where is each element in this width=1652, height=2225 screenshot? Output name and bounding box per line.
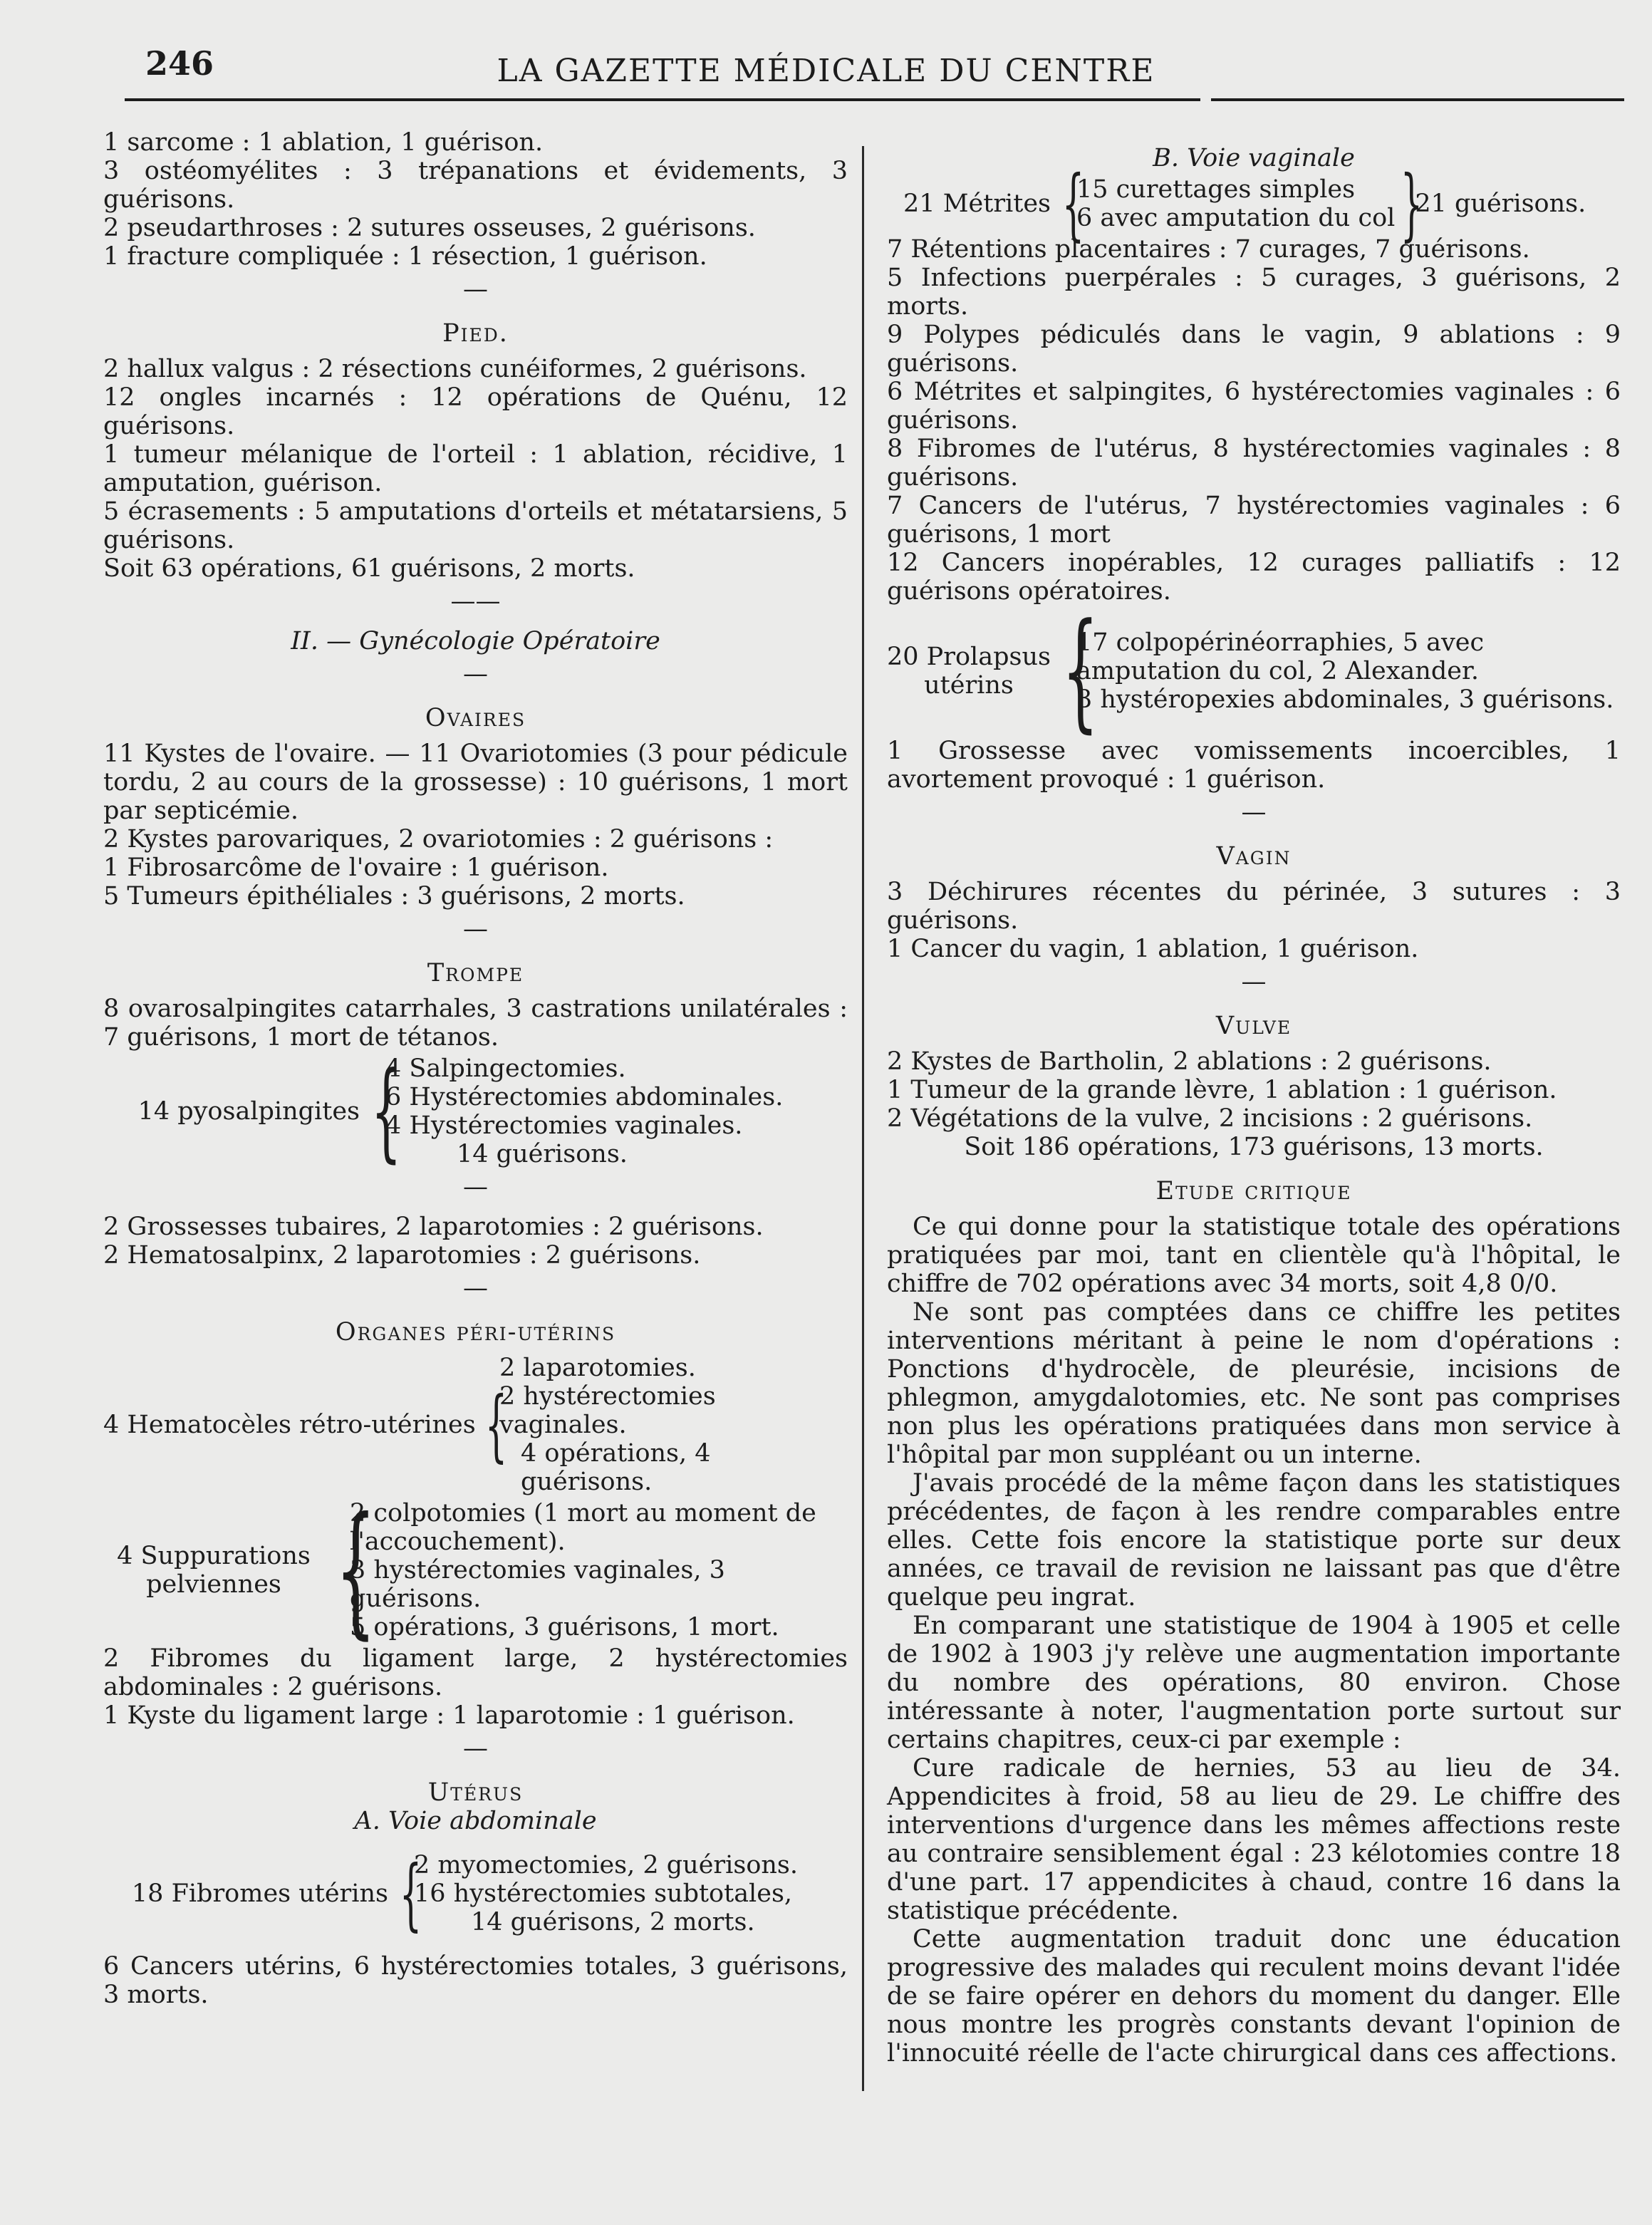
section-dash: — — [1241, 798, 1267, 826]
subsection-title: A. Voie abdominale — [354, 1807, 597, 1835]
text-line: 2 Fibromes du ligament large, 2 hystérectomies abdominales : 2 guérisons. — [103, 1644, 848, 1701]
paragraph: Cure radicale de hernies, 53 au lieu de 34. Appendicites à froid, 58 au lieu de 29. Le chiffre des interventions d'urgence dans les mêmes affections reste au contraire sensiblement égal : 23 kélotomies contre 18 d'une part. 17 appendicites à chaud, contre 16 dans la statistique précédente. — [887, 1754, 1621, 1925]
brace-item: 4 Salpingectomies. — [385, 1054, 626, 1083]
text-line: 2 Kystes de Bartholin, 2 ablations : 2 guérisons. — [887, 1047, 1492, 1076]
brace-symbol: { — [484, 1379, 508, 1471]
section-heading-etude: Etude critique — [1155, 1177, 1352, 1205]
text-line: 2 Kystes parovariques, 2 ovariotomies : 2 guérisons : — [103, 825, 774, 854]
brace-item: 4 Hystérectomies vaginales. — [385, 1111, 743, 1140]
brace-items — [499, 1354, 848, 1496]
brace-label: 14 pyosalpingites — [137, 1097, 360, 1126]
brace-symbol: { — [1061, 596, 1099, 745]
brace-item: 2 laparotomies. — [499, 1354, 696, 1382]
text-line: 3 Déchirures récentes du périnée, 3 sutures : 3 guérisons. — [887, 878, 1621, 935]
brace-label: 4 Suppurations pelviennes — [117, 1542, 311, 1599]
vulve-total: Soit 186 opérations, 173 guérisons, 13 morts. — [964, 1133, 1544, 1161]
text-line: 1 Kyste du ligament large : 1 laparotomie : 1 guérison. — [103, 1701, 795, 1730]
brace-group-fibromes — [103, 1848, 848, 1939]
text-line: 2 Végétations de la vulve, 2 incisions : 2 guérisons. — [887, 1104, 1533, 1133]
text-line: 1 Fibrosarcôme de l'ovaire : 1 guérison. — [103, 854, 609, 882]
text-line: 7 Rétentions placentaires : 7 curages, 7 guérisons. — [887, 235, 1530, 264]
section-heading-peri-uterins: Organes péri-utérins — [335, 1318, 616, 1347]
text-line: 1 sarcome : 1 ablation, 1 guérison. — [103, 128, 544, 157]
subsection-title: B. Voie vaginale — [1153, 144, 1355, 172]
text-line: 12 Cancers inopérables, 12 curages palliatifs : 12 guérisons opératoires. — [887, 549, 1621, 606]
brace-item: 16 hystérectomies subtotales, — [414, 1879, 793, 1908]
brace-item: 3 hystérectomies vaginales, 3 guérisons. — [350, 1556, 725, 1613]
text-line: 1 Cancer du vagin, 1 ablation, 1 guérison. — [887, 935, 1419, 963]
right-column — [887, 128, 1621, 2068]
brace-symbol: { — [335, 1487, 376, 1653]
text-line: 5 Infections puerpérales : 5 curages, 3 guérisons, 2 morts. — [887, 264, 1621, 321]
brace-item: 5 opérations, 3 guérisons, 1 mort. — [350, 1613, 779, 1641]
section-dash: —— — [450, 587, 501, 616]
brace-item: 2 myomectomies, 2 guérisons. — [414, 1851, 799, 1879]
brace-item: 17 colpopérinéorraphies, 5 avec amputation du col, 2 Alexander. — [1076, 628, 1485, 685]
text-line: 1 fracture compliquée : 1 résection, 1 guérison. — [103, 242, 707, 271]
brace-items — [414, 1851, 848, 1936]
brace-items — [1076, 628, 1621, 714]
text-line: 5 Tumeurs épithéliales : 3 guérisons, 2 morts. — [103, 882, 685, 911]
brace-group-suppurations — [103, 1487, 848, 1653]
section-dash: — — [463, 660, 488, 688]
header-rule-right — [1211, 98, 1624, 101]
text-line: 5 écrasements : 5 amputations d'orteils et métatarsiens, 5 guérisons. — [103, 497, 848, 554]
page-number: 246 — [145, 44, 214, 83]
brace-label: 18 Fibromes utérins — [131, 1879, 388, 1908]
brace-item: 15 curettages simples — [1076, 175, 1356, 204]
section-heading-ovaires: Ovaires — [425, 704, 526, 732]
paragraph: Cette augmentation traduit donc une éducation progressive des malades qui reculent moins devant l'idée de se faire opérer en dehors du moment du danger. Elle nous montre les progrès constants devant l'opinion de l'innocuité réelle de l'acte chirurgical dans ces affections. — [887, 1925, 1621, 2068]
brace-group-pyosalpingites — [103, 1049, 848, 1173]
text-line: 6 Métrites et salpingites, 6 hystérectomies vaginales : 6 guérisons. — [887, 378, 1621, 435]
brace-item: 2 hystérectomies vaginales. — [499, 1382, 716, 1439]
text-line: 1 Grossesse avec vomissements incoercibles, 1 avortement provoqué : 1 guérison. — [887, 737, 1621, 794]
brace-item: 6 avec amputation du col — [1076, 204, 1396, 232]
brace-symbol-closing: } — [1401, 158, 1423, 249]
text-line: 2 Hematosalpinx, 2 laparotomies : 2 guérisons. — [103, 1241, 701, 1270]
brace-item: 6 Hystérectomies abdominales. — [385, 1083, 784, 1111]
section-heading-vagin: Vagin — [1216, 842, 1292, 871]
brace-symbol: { — [370, 1049, 402, 1173]
text-line: 6 Cancers utérins, 6 hystérectomies totales, 3 guérisons, 3 morts. — [103, 1952, 848, 2009]
brace-group-prolapsus — [887, 596, 1621, 745]
text-line: 12 ongles incarnés : 12 opérations de Quénu, 12 guérisons. — [103, 383, 848, 440]
paragraph: En comparant une statistique de 1904 à 1905 et celle de 1902 à 1903 j'y relève une augmentation importante du nombre des opérations, 80 environ. Chose intéressante à noter, l'augmentation porte surtout sur certains chapitres, ceux-ci par exemple : — [887, 1612, 1621, 1754]
text-line: 2 pseudarthroses : 2 sutures osseuses, 2 guérisons. — [103, 214, 756, 242]
text-line: 2 Grossesses tubaires, 2 laparotomies : 2 guérisons. — [103, 1213, 764, 1241]
brace-items — [350, 1499, 848, 1641]
brace-item: 3 hystéropexies abdominales, 3 guérisons. — [1076, 685, 1614, 714]
section-dash: — — [463, 1173, 488, 1201]
text-line: 11 Kystes de l'ovaire. — 11 Ovariotomies (3 pour pédicule tordu, 2 au cours de la grossesse) : 10 guérisons, 1 mort par septicémie. — [103, 740, 848, 825]
section-dash: — — [463, 1274, 488, 1302]
section-heading-trompe: Trompe — [427, 959, 524, 987]
brace-label: 20 Prolapsus utérins — [887, 643, 1051, 700]
brace-item: 2 colpotomies (1 mort au moment de l'accouchement). — [350, 1499, 816, 1556]
text-line: 1 tumeur mélanique de l'orteil : 1 ablation, récidive, 1 amputation, guérison. — [103, 440, 848, 497]
brace-group-hematoceles — [103, 1354, 848, 1496]
section-dash: — — [1241, 968, 1267, 996]
journal-title: LA GAZETTE MÉDICALE DU CENTRE — [497, 53, 1155, 89]
section-heading-vulve: Vulve — [1215, 1012, 1292, 1040]
text-line: 2 hallux valgus : 2 résections cunéiformes, 2 guérisons. — [103, 355, 807, 383]
brace-item: 14 guérisons, 2 morts. — [471, 1908, 755, 1936]
text-line: 8 Fibromes de l'utérus, 8 hystérectomies vaginales : 8 guérisons. — [887, 435, 1621, 492]
brace-item: 4 opérations, 4 guérisons. — [521, 1439, 711, 1496]
brace-item: 14 guérisons. — [457, 1140, 628, 1168]
chapter-title: II. — Gynécologie Opératoire — [291, 627, 660, 655]
brace-symbol: { — [1061, 158, 1085, 249]
left-column — [103, 128, 848, 2009]
section-heading-pied: Pied. — [442, 319, 509, 348]
brace-items — [385, 1054, 848, 1168]
paragraph: Ne sont pas comptées dans ce chiffre les petites interventions méritant à peine le nom d'opérations : Ponctions d'hydrocèle, de pleurésie, incisions de phlegmon, amygdalotomies, etc. Ne sont pas comprises non plus les opérations pratiquées dans mon service à l'hôpital par mon suppléant ou un interne. — [887, 1298, 1621, 1469]
section-dash: — — [463, 915, 488, 943]
paragraph: J'avais procédé de la même façon dans les statistiques précédentes, de façon à les rendre comparables entre elles. Cette fois encore la statistique porte sur deux années, ce travail de revision ne laissant pas que d'être quelque peu ingrat. — [887, 1469, 1621, 1612]
brace-label: 4 Hematocèles rétro-utérines — [103, 1411, 476, 1439]
text-line: Soit 63 opérations, 61 guérisons, 2 morts. — [103, 554, 635, 583]
brace-label: 21 Métrites — [903, 190, 1051, 218]
text-line: 8 ovarosalpingites catarrhales, 3 castrations unilatérales : 7 guérisons, 1 mort de tétanos. — [103, 995, 848, 1052]
text-line: 1 Tumeur de la grande lèvre, 1 ablation : 1 guérison. — [887, 1076, 1557, 1104]
text-line: 9 Polypes pédiculés dans le vagin, 9 ablations : 9 guérisons. — [887, 321, 1621, 378]
text-line: 3 ostéomyélites : 3 trépanations et évidements, 3 guérisons. — [103, 157, 848, 214]
column-divider — [862, 146, 864, 2091]
brace-symbol: { — [399, 1848, 422, 1939]
text-line: 7 Cancers de l'utérus, 7 hystérectomies vaginales : 6 guérisons, 1 mort — [887, 492, 1621, 549]
header-rule-left — [125, 98, 1200, 101]
paragraph: Ce qui donne pour la statistique totale des opérations pratiquées par moi, tant en clientèle qu'à l'hôpital, le chiffre de 702 opérations avec 34 morts, soit 4,8 0/0. — [887, 1213, 1621, 1298]
section-dash: — — [463, 275, 488, 304]
brace-result: 21 guérisons. — [1415, 190, 1586, 218]
brace-items — [1076, 175, 1395, 232]
section-dash: — — [463, 1734, 488, 1763]
section-heading-uterus: Utérus — [427, 1778, 524, 1807]
